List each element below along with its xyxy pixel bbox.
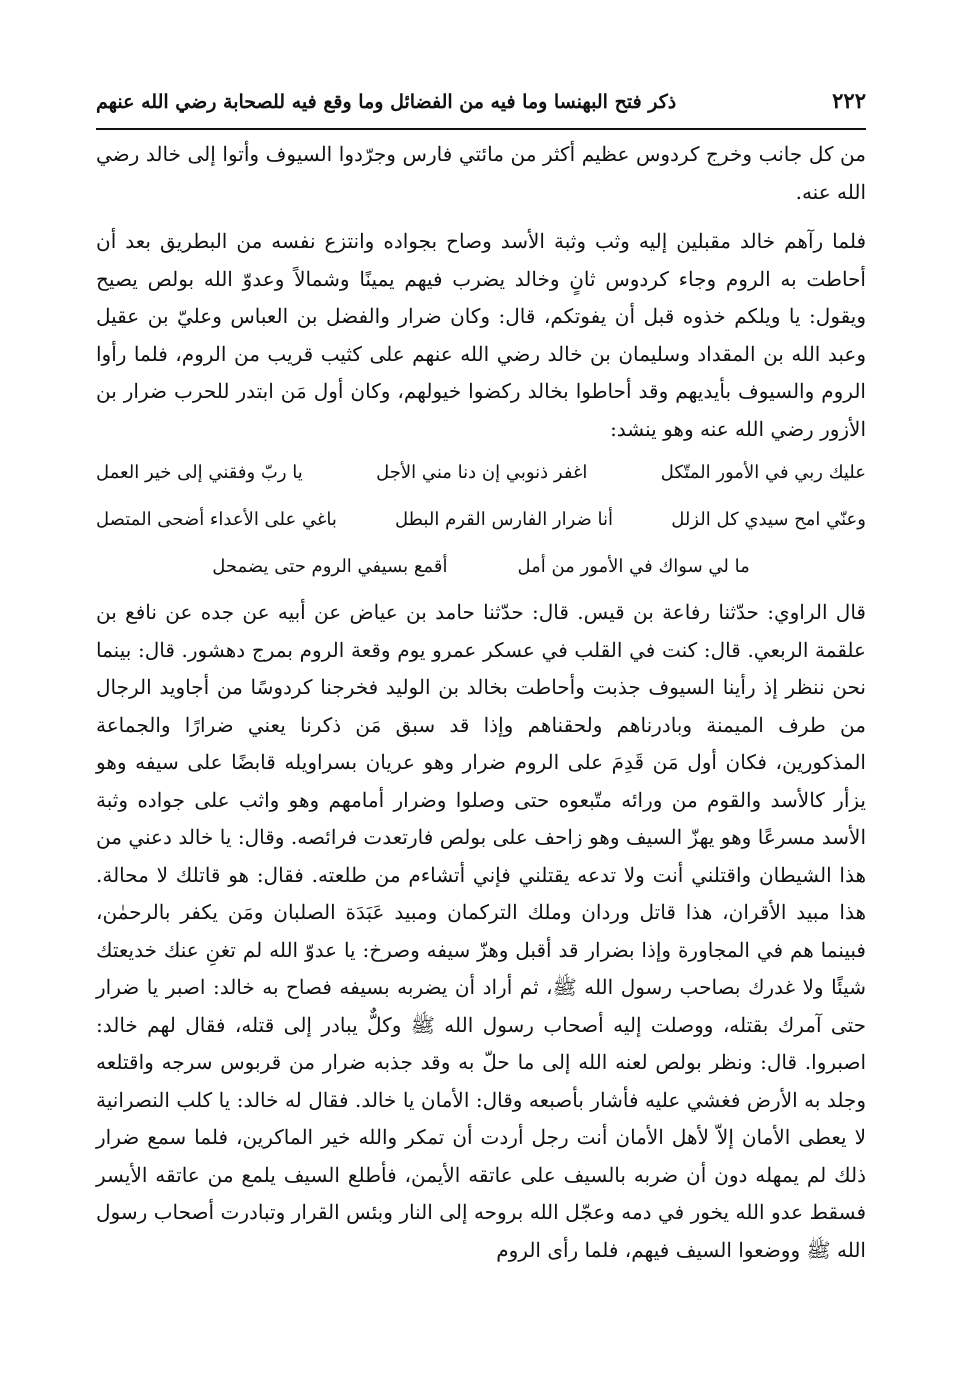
poem: [96, 460, 866, 580]
poem-hemistich: وعنّي امح سيدي كل الزلل: [671, 509, 866, 530]
poem-hemistich: أقمع بسيفي الروم حتى يضمحل: [212, 556, 448, 577]
paragraph-narrator-account: قال الراوي: حدّثنا رفاعة بن قيس. قال: حدّثنا حامد بن عياض عن أبيه عن جده عن نافع بن علقمة الربعي. قال: كنت في القلب في عسكر عمرو يوم وقعة الروم بمرج دهشور. قال: بينما نحن ننظر إذ رأينا السيوف جذبت وأحاطت بخالد بن الوليد فخرجنا كردوسًا من أجاويد الرجال من طرف الميمنة وبادرناهم ولحقناهم وإذا قد سبق مَن ذكرنا يعني ضرارًا والجماعة المذكورين، فكان أول مَن قَدِمَ على الروم ضرار وهو عريان بسراويله قابضًا على سيفه وهو يزأر كالأسد والقوم من ورائه متّبعوه حتى وصلوا وضرار أمامهم وهو واثب على جواده وثبة الأسد مسرعًا وهو يهزّ السيف وهو زاحف على بولص فارتعدت فرائصه. وقال: يا خالد دعني من هذا الشيطان واقتلني أنت ولا تدعه يقتلني فإني أتشاءم من طلعته. فقال: هو قاتلك لا محالة. هذا مبيد الأقران، هذا قاتل وردان وملك التركمان ومبيد عَبَدَة الصلبان ومَن يكفر بالرحمٰن، فبينما هم في المجاورة وإذا بضرار قد أقبل وهزّ سيفه وصرخ: يا عدوّ الله لم تغنِ عنك خديعتك شيئًا ولا غدرك بصاحب رسول الله ﷺ، ثم أراد أن يضربه بسيفه فصاح به خالد: اصبر يا ضرار حتى آمرك بقتله، ووصلت إليه أصحاب رسول الله ﷺ وكلٌّ يبادر إلى قتله، فقال لهم خالد: اصبروا. قال: ونظر بولص لعنه الله إلى ما حلّ به وقد جذبه ضرار من قربوس سرجه واقتلعه وجلد به الأرض فغشي عليه فأشار بأصبعه وقال: الأمان يا خالد. فقال له خالد: يا كلب النصرانية لا يعطى الأمان إلاّ لأهل الأمان أنت رجل أردت أن تمكر والله خير الماكرين، فلما سمع ضرار ذلك لم يمهله دون أن ضربه بالسيف على عاتقه الأيمن، فأطلع السيف يلمع من عاتقه الأيسر فسقط عدو الله يخور في دمه وعجّل الله بروحه إلى النار وبئس القرار وتبادرت أصحاب رسول الله ﷺ ووضعوا السيف فيهم، فلما رأى الروم: [96, 600, 866, 1262]
poem-line-3: [96, 554, 866, 580]
poem-hemistich: اغفر ذنوبي إن دنا مني الأجل: [376, 462, 588, 483]
page-body: [96, 136, 866, 1269]
running-title: ذكر فتح البهنسا وما فيه من الفضائل وما وقع فيه للصحابة رضي الله عنهم: [96, 91, 677, 113]
poem-hemistich: يا ربّ وفقني إلى خير العمل: [96, 462, 303, 483]
poem-hemistich: أنا ضرار الفارس القرم البطل: [395, 509, 614, 530]
book-page: [96, 88, 866, 1269]
paragraph-opening: من كل جانب وخرج كردوس عظيم أكثر من مائتي فارس وجرّدوا السيوف وأتوا إلى خالد رضي الله عنه.: [96, 142, 866, 204]
poem-line-2: [96, 507, 866, 533]
poem-hemistich: باغي على الأعداء أضحى المتصل: [96, 509, 337, 530]
poem-line-1: [96, 460, 866, 486]
poem-hemistich: عليك ربي في الأمور المتّكل: [660, 462, 866, 483]
page-number: ٢٢٢: [832, 88, 866, 113]
page-header: [96, 88, 866, 130]
poem-hemistich: ما لي سواك في الأمور من أمل: [517, 556, 750, 577]
paragraph-khalid-surrounded: فلما رآهم خالد مقبلين إليه وثب وثبة الأسد وصاح بجواده وانتزع نفسه من البطريق بعد أن أحاطت به الروم وجاء كردوس ثانٍ وخالد يضرب فيهم يمينًا وشمالاً وعدوّ الله بولص يصيح ويقول: يا ويلكم خذوه قبل أن يفوتكم، قال: وكان ضرار والفضل بن العباس وعليّ بن عقيل وعبد الله بن المقداد وسليمان بن خالد رضي الله عنهم على كثيب قريب من الروم، فلما رأوا الروم والسيوف بأيديهم وقد أحاطوا بخالد ركضوا خيولهم، وكان أول مَن ابتدر للحرب ضرار بن الأزور رضي الله عنه وهو ينشد:: [96, 229, 866, 441]
